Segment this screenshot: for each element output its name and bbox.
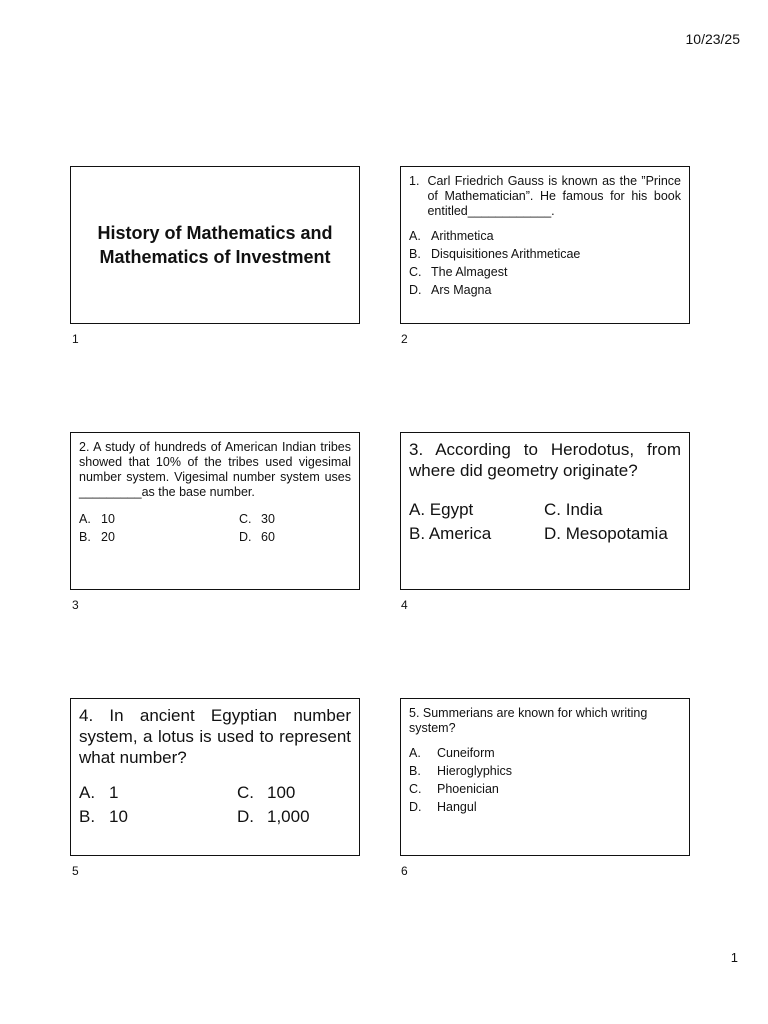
- option: B. America: [409, 524, 492, 543]
- option-letter: D.: [237, 807, 254, 826]
- option-text: Hangul: [437, 800, 477, 814]
- option-text: Phoenician: [437, 782, 499, 796]
- option: [409, 283, 681, 298]
- option-letter: C.: [239, 512, 252, 526]
- slide-number: 6: [401, 864, 408, 878]
- print-date: 10/23/25: [685, 31, 740, 47]
- option-text: 30: [261, 512, 275, 526]
- option: [409, 800, 681, 815]
- option: [409, 229, 681, 244]
- option-letter: B.: [79, 807, 96, 826]
- option: [237, 806, 360, 827]
- option-text: Cuneiform: [437, 746, 495, 760]
- option: D. Mesopotamia: [544, 524, 668, 543]
- slide-5: [70, 698, 360, 856]
- option-text: 10: [109, 807, 128, 826]
- slide-number: 3: [72, 598, 79, 612]
- option-text: 1,000: [267, 807, 310, 826]
- option: [79, 782, 237, 803]
- option-letter: B.: [409, 764, 421, 778]
- option-text: 100: [267, 783, 296, 802]
- question: [79, 440, 351, 500]
- slide-2: [400, 166, 690, 324]
- option-letter: B.: [79, 530, 91, 544]
- slide-3: [70, 432, 360, 590]
- slide-6: [400, 698, 690, 856]
- option-letter: A.: [79, 783, 96, 802]
- option: [237, 782, 360, 803]
- slide-number: 2: [401, 332, 408, 346]
- question: [409, 174, 681, 219]
- option-text: Disquisitiones Arithmeticae: [431, 247, 581, 261]
- option-text: 60: [261, 530, 275, 544]
- option-text: 10: [101, 512, 115, 526]
- question: [409, 706, 681, 736]
- options-list: [409, 746, 681, 815]
- option: [239, 512, 359, 527]
- option: [79, 512, 239, 527]
- option-text: The Almagest: [431, 265, 508, 279]
- option: C. India: [544, 500, 603, 519]
- slide-4: [400, 432, 690, 590]
- question-text: 4. In ancient Egyptian number system, a lotus is used to represent what number?: [79, 706, 351, 767]
- slide-number: 5: [72, 864, 79, 878]
- option-text: Ars Magna: [431, 283, 492, 297]
- option-letter: D.: [409, 800, 422, 814]
- option-letter: D.: [409, 283, 422, 297]
- option-text: 20: [101, 530, 115, 544]
- option-letter: D.: [239, 530, 252, 544]
- option: [409, 782, 681, 797]
- option: [409, 247, 681, 262]
- slide-1: [70, 166, 360, 324]
- options-list: [409, 229, 681, 298]
- option-letter: B.: [409, 247, 421, 261]
- option-text: Arithmetica: [431, 229, 494, 243]
- slide-number: 4: [401, 598, 408, 612]
- page-number: 1: [730, 950, 738, 965]
- option: [409, 746, 681, 761]
- option: [79, 530, 239, 545]
- option-letter: A.: [409, 229, 421, 243]
- option-letter: C.: [409, 265, 422, 279]
- question-number: 1.: [409, 174, 420, 188]
- option: [239, 530, 359, 545]
- option-letter: C.: [237, 783, 254, 802]
- options-grid: [409, 499, 681, 544]
- question-text: Carl Friedrich Gauss is known as the ”Prince of Mathematician”. He famous for his book entitled____________.: [427, 174, 681, 218]
- question-text: 5. Summerians are known for which writing system?: [409, 706, 648, 735]
- option-letter: C.: [409, 782, 422, 796]
- option-letter: A.: [79, 512, 91, 526]
- options-grid: [79, 782, 351, 827]
- option-letter: A.: [409, 746, 421, 760]
- slide-number: 1: [72, 332, 79, 346]
- options-grid: [79, 512, 351, 545]
- option: A. Egypt: [409, 500, 474, 519]
- slide-title: History of Mathematics and Mathematics of Investment: [97, 223, 333, 267]
- question-text: 3. According to Herodotus, from where did geometry originate?: [409, 440, 681, 480]
- option: [409, 265, 681, 280]
- question-text: 2. A study of hundreds of American Indian tribes showed that 10% of the tribes used vigesimal number system. Vigesimal number system uses _________as the base number.: [79, 440, 351, 499]
- option: [79, 806, 237, 827]
- option-text: 1: [109, 783, 119, 802]
- option: [409, 764, 681, 779]
- option-text: Hieroglyphics: [437, 764, 513, 778]
